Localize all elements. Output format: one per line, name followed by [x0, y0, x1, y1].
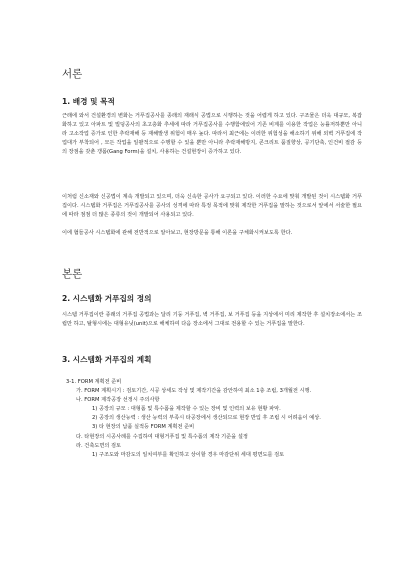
outline-item [66, 442, 364, 451]
outline-item [66, 433, 364, 442]
intro-paragraph-3: 이에 협들공사 시스템화에 관해 전반적으로 알아보고, 현장방문을 통해 이론을 구체화시켜보도록 한다. [62, 230, 293, 236]
outline-item-text: 2) 공장의 생산능력 : 생산 능력의 부족시 타공장에서 생산되므로 현장 반입 후 조립 시 어려움이 예상. [92, 415, 321, 422]
outline-item-text: 나. FORM 제작공장 선정시 주의사항 [76, 397, 160, 404]
outline-item-text: 3-1. FORM 계획전 준비 [66, 379, 122, 385]
outline-item-text: 3) 타 현장의 납품 실적등 FORM 계획전 준비 [92, 424, 195, 431]
outline-item [66, 423, 364, 432]
section-1-title: 1. 배경 및 목적 [62, 97, 115, 106]
outline-item [66, 451, 364, 460]
intro-heading: 서론 [62, 68, 83, 80]
outline-item [66, 387, 364, 396]
outline-item-text: 가. FORM 계획시기 : 검토기간, 시공 상세도 작성 및 제작기간을 감안하여 최소 1층 조립, 3개월전 시행. [76, 388, 312, 395]
outline-item [66, 414, 364, 423]
outline-item-text: 1) 공장의 규모 : 대형폼 및 특수폼을 제작할 수 있는 장비 및 인력의 보유 현황 파악. [92, 406, 281, 413]
outline-item-text: 라. 건축도면의 검토 [76, 442, 122, 449]
section-3-title: 3. 시스템화 거푸집의 계획 [62, 355, 152, 364]
outline-item [66, 405, 364, 414]
outline-item [66, 396, 364, 405]
section-2-title: 2. 시스템화 거푸집의 정의 [62, 294, 152, 303]
planning-outline [66, 378, 364, 460]
outline-item-text: 1) 구조도와 마감도의 일치여부를 확인하고 상이할 경우 마감단위 세대 평면도를 검토 [92, 451, 285, 458]
outline-item [66, 378, 364, 387]
intro-paragraph-2: 이처럼 신소재와 신공법이 계속 개발되고 있으며, 더욱 신속한 공사가 요구되고 있다. 이러한 수요에 맞춰 개발된 것이 시스템화 거푸집이다. 시스템화 거푸집은 거푸집공사를 공사의 성격에 따라 특정 목적에 맞춰 제작한 거푸집을 말하는 것으로서 앞에서 서술한 필요에 따라 점점 더 많은 종류의 것이 개발되어 사용되고 있다. [62, 194, 362, 219]
intro-paragraph-1: 근래에 와서 건설환경의 변화는 거푸집공사를 종래의 재래식 공법으로 시행하는 것을 어렵게 하고 있다. 구조물은 더욱 대규모, 복잡화하고 있고 아파트 및 빌딩공사의 초고층화 추세에 따라 거푸집공사를 수행함에있어 기존 비계를 이용한 작업은 능률저하뿐만 아니라 고소작업 증가로 인한 추락재해 등 재해발생 위험이 매우 높다. 따라서 최근에는 이러한 위험성을 해소하기 위해 외벽 거푸집에 작업대가 부착되어 , 모든 작업을 일괄적으로 수행할 수 있을 뿐만 아니라 추락재해방지, 콘크리트 품질향상, 공기단축, 인건비 절감 등의 장점을 갖춘 갱폼(Gang Form)을 설치, 사용하는 건설현장이 증가하고 있다. [62, 113, 362, 156]
definition-paragraph: 시스템 거푸집이란 종래의 거푸집 공법과는 달리 기둥 거푸집, 벽 거푸집, 보 거푸집 등을 지상에서 미리 제작한 후 설치장소에서는 조립만 하고, 탈형시에는 대형유닛(unit)으로 해체하여 다음 장소에서 그대로 전용할 수 있는 거푸집을 말한다. [62, 312, 362, 328]
outline-item-text: 다. 타현장의 시공사례를 수집하여 대형거푸집 및 특수폼의 제작 기준을 설정 [76, 433, 248, 440]
body-heading: 본론 [62, 268, 83, 280]
